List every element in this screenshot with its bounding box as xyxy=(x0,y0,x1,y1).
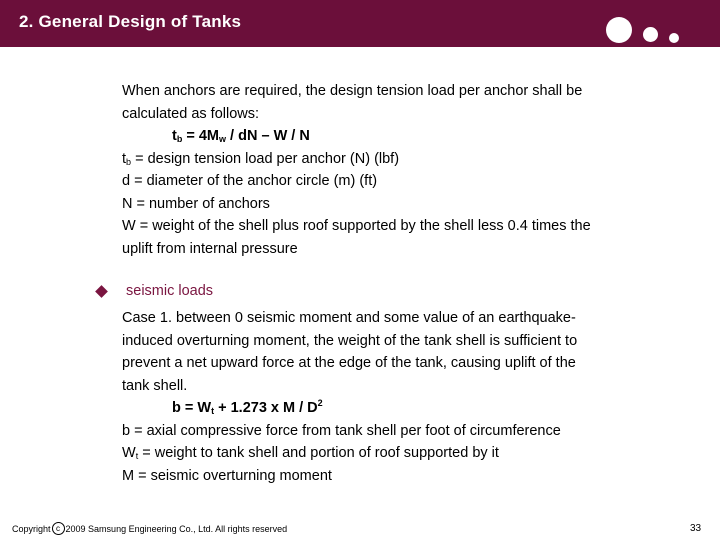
formula-part: t xyxy=(172,128,177,144)
definition-wt xyxy=(122,442,577,465)
formula-subscript: b xyxy=(176,134,183,144)
formula-part: b = W xyxy=(172,400,212,416)
page-title: 2. General Design of Tanks xyxy=(19,12,242,31)
symbol: W xyxy=(122,445,136,461)
formula-part: + 1.273 x M / D xyxy=(214,400,318,416)
case-text-cont: prevent a net upward force at the edge of the tank, causing uplift of the xyxy=(122,355,576,371)
formula-subscript: t xyxy=(211,406,215,416)
copyright-word: Copyright xyxy=(12,523,51,534)
page-number: 33 xyxy=(690,523,702,534)
decorative-dot-large xyxy=(606,17,632,43)
case-text-cont: induced overturning moment, the weight of the tank shell is sufficient to xyxy=(122,332,578,349)
symbol-subscript: b xyxy=(126,156,132,167)
bullet-item-seismic xyxy=(94,282,213,300)
case-text: Case 1. between 0 seismic moment and some value of an earthquake- xyxy=(122,310,576,326)
definition-tb xyxy=(122,148,591,171)
copyright-footer xyxy=(12,522,287,535)
formula-subscript: w xyxy=(219,134,227,144)
definition-n: N = number of anchors xyxy=(122,195,270,212)
definition-w: W = weight of the shell plus roof supported by the shell less 0.4 times the xyxy=(122,218,591,234)
case-text-cont: tank shell. xyxy=(122,377,188,394)
intro-text-cont: calculated as follows: xyxy=(122,105,260,122)
anchor-tension-section xyxy=(122,80,591,260)
seismic-section xyxy=(122,307,577,487)
formula-part: / dN – W / N xyxy=(226,128,310,144)
symbol-subscript: t xyxy=(135,451,139,461)
intro-text: When anchors are required, the design tension load per anchor shall be xyxy=(122,83,583,99)
diamond-bullet-icon xyxy=(95,285,108,298)
definition-w-cont: uplift from internal pressure xyxy=(122,240,298,257)
definition-m: M = seismic overturning moment xyxy=(122,467,332,484)
definition-b: b = axial compressive force from tank shell per foot of circumference xyxy=(122,422,561,439)
definition-d: d = diameter of the anchor circle (m) (ft) xyxy=(122,173,378,189)
symbol: t xyxy=(122,150,127,167)
formula-part: = 4M xyxy=(182,128,220,144)
decorative-dot-small xyxy=(669,33,679,43)
seismic-formula xyxy=(122,397,577,420)
title-bar xyxy=(0,0,720,47)
bullet-label: seismic loads xyxy=(126,283,214,299)
copyright-icon: c xyxy=(52,522,65,535)
copyright-text: 2009 Samsung Engineering Co., Ltd. All rights reserved xyxy=(65,523,288,534)
definition-text: = weight to tank shell and portion of roof supported by it xyxy=(138,445,499,461)
decorative-dot-medium xyxy=(643,27,658,42)
formula-superscript: 2 xyxy=(317,398,323,408)
definition-text: = design tension load per anchor (N) (lbf) xyxy=(131,150,400,167)
anchor-formula xyxy=(122,125,591,148)
